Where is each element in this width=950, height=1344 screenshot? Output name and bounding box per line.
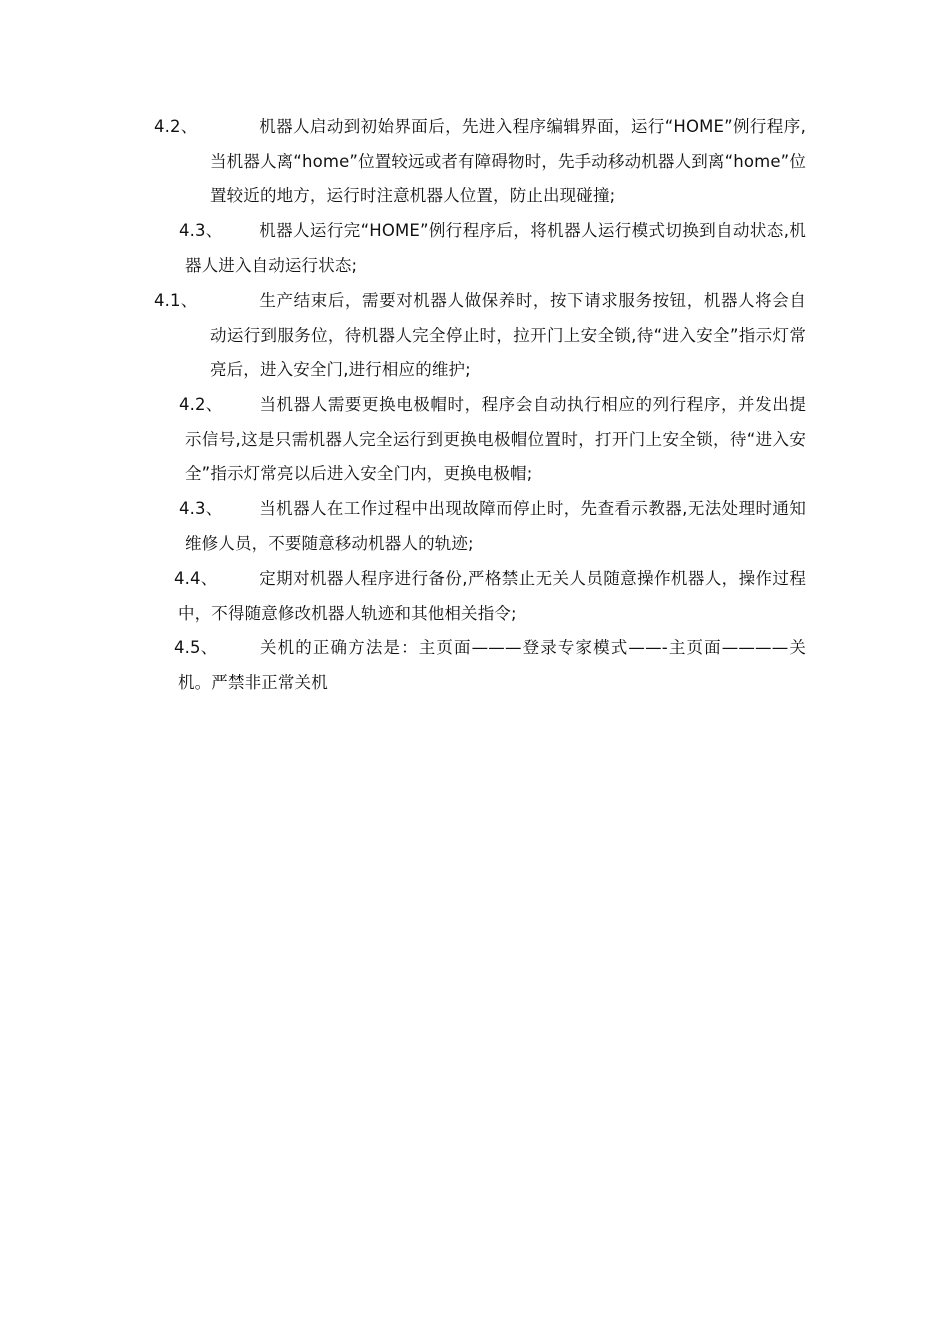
item-text: 当机器人在工作过程中出现故障而停止时，先查看示教器,无法处理时通知维修人员，不要随意移动机器人的轨迹; [185,499,806,553]
list-item-5 [179,492,806,561]
list-item-1 [154,110,806,214]
list-item-2 [179,214,806,283]
item-number: 4.4、 [174,569,218,588]
item-text: 机器人运行完“HOME”例行程序后，将机器人运行模式切换到自动状态,机器人进入自动运行状态; [185,221,806,275]
item-number: 4.5、 [174,638,218,657]
item-number: 4.3、 [179,499,223,518]
item-text: 定期对机器人程序进行备份,严格禁止无关人员随意操作机器人，操作过程中，不得随意修改机器人轨迹和其他相关指令; [178,569,806,623]
list-item-3 [154,284,806,388]
list-item-4 [179,388,806,492]
item-text: 当机器人需要更换电极帽时，程序会自动执行相应的列行程序，并发出提示信号,这是只需机器人完全运行到更换电极帽位置时，打开门上安全锁，待“进入安全”指示灯常亮以后进入安全门内，更换电极帽; [185,395,806,483]
item-number: 4.2、 [154,117,198,136]
item-number: 4.3、 [179,221,223,240]
list-item-7 [174,631,806,700]
item-text: 关机的正确方法是：主页面———登录专家模式——-主页面————关机。严禁非正常关机 [178,638,806,692]
item-number: 4.2、 [179,395,223,414]
item-number: 4.1、 [154,291,198,310]
item-text: 机器人启动到初始界面后，先进入程序编辑界面，运行“HOME”例行程序,当机器人离“home”位置较远或者有障碍物时，先手动移动机器人到离“home”位置较近的地方，运行时注意机器人位置，防止出现碰撞; [210,117,806,205]
list-item-6 [174,562,806,631]
item-text: 生产结束后，需要对机器人做保养时，按下请求服务按钮，机器人将会自动运行到服务位，待机器人完全停止时，拉开门上安全锁,待“进入安全”指示灯常亮后，进入安全门,进行相应的维护; [210,291,806,379]
